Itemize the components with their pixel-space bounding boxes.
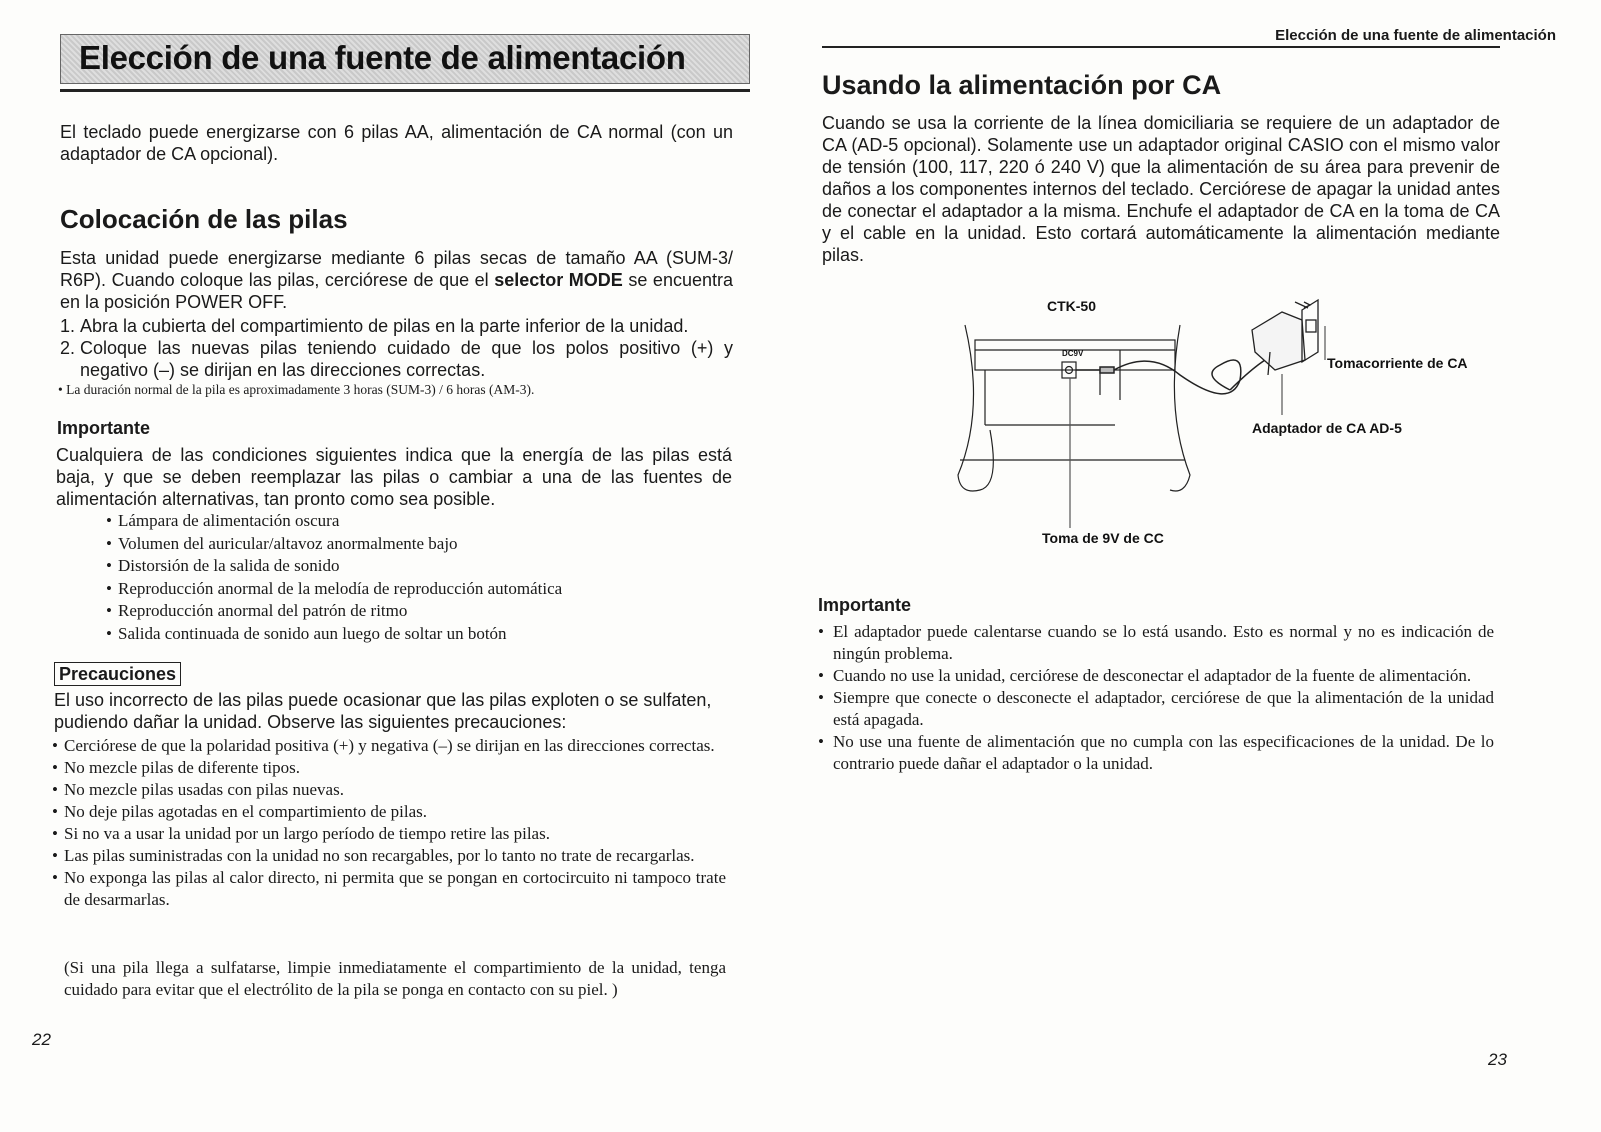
outlet-label: Tomacorriente de CA [1327,355,1468,371]
adapter-icon [1252,312,1305,375]
banner-rule [60,89,750,92]
batteries-paragraph-a: Esta unidad puede energizarse mediante 6 pilas secas de tamaño AA (SUM-3/ R6P). Cuando coloque las pilas, cerciórese de que el [60,248,733,290]
list-item: • Salida continuada de sonido aun luego de soltar un botón [106,623,726,646]
important-title-left: Importante [57,418,151,438]
banner [60,34,750,84]
step-item [60,337,733,381]
list-item: • Si no va a usar la unidad por un largo período de tiempo retire las pilas. [52,823,726,845]
list-item: • No use una fuente de alimentación que no cumpla con las especificaciones de la unidad. De lo contrario puede dañar el adaptador o la unidad. [818,731,1494,775]
list-item: • No exponga las pilas al calor directo, ni permita que se pongan en cortocircuito ni tampoco trate de desarmarlas. [52,867,726,911]
important-text: Cualquiera de las condiciones siguientes indica que la energía de las pilas está baja, y que se deben reemplazar las pilas o cambiar a una de las fuentes de alimentación alternativas, tan pronto como sea posible. [56,445,732,509]
header-rule [822,46,1500,48]
step-item [60,315,733,337]
list-item: • Cerciórese de que la polaridad positiva (+) y negativa (–) se dirijan en las direcciones correctas. [52,735,726,757]
banner-title: Elección de una fuente de alimentación [79,39,686,76]
list-item: • Reproducción anormal de la melodía de reproducción automática [106,578,726,601]
ac-paragraph: Cuando se usa la corriente de la línea domiciliaria se requiere de un adaptador de CA (AD-5 opcional). Solamente use un adaptador original CASIO con el mismo valor de tensión (100, 117, 220 ó 240 V) que la alimentación de su área para prevenir de daños a los componentes internos del teclado. Cerciórese de apagar la unidad antes de conectar el adaptador a la misma. Enchufe el adaptador de CA en la toma de CA y el cable en la unidad. Esto cortará automáticamente la alimentación mediante pilas. [822,113,1500,265]
precautions-badge: Precauciones [54,662,181,686]
precautions-list [52,735,726,911]
list-item: • Las pilas suministradas con la unidad no son recargables, por lo tanto no trate de recargarlas. [52,845,726,867]
steps-list [60,315,733,381]
precautions-text: El uso incorrecto de las pilas puede ocasionar que las pilas exploten o se sulfaten, pudiendo dañar la unidad. Observe las siguientes precauciones: [54,690,712,732]
cable-and-plug [1076,360,1265,394]
running-header: Elección de una fuente de alimentación [1275,27,1556,44]
model-label: CTK-50 [1047,298,1097,314]
important-list [106,510,726,645]
important-title-right: Importante [818,595,912,615]
precautions-note: (Si una pila llega a sulfatarse, limpie inmediatamente el compartimiento de la unidad, tenga cuidado para evitar que el electrólito de la pila se ponga en contacto con su piel. ) [64,958,726,999]
ac-connection-diagram [930,290,1490,560]
list-item: • No mezcle pilas usadas con pilas nuevas. [52,779,726,801]
list-item: • Lámpara de alimentación oscura [106,510,726,533]
batteries-paragraph [60,247,733,313]
left-page [0,0,800,1132]
mode-selector-label: selector MODE [494,270,623,290]
step-text: Coloque las nuevas pilas teniendo cuidado de que los polos positivo (+) y negativo (–) se dirijan en las direcciones correctas. [80,338,733,380]
page-number-left: 22 [32,1030,51,1049]
adapter-label: Adaptador de CA AD-5 [1252,420,1402,436]
duration-note: • La duración normal de la pila es aproximadamente 3 horas (SUM-3) / 6 horas (AM-3). [58,382,535,397]
list-item: • No deje pilas agotadas en el compartimiento de pilas. [52,801,726,823]
list-item: • Cuando no use la unidad, cerciórese de desconectar el adaptador de la fuente de alimentación. [818,665,1494,687]
section-title-batteries: Colocación de las pilas [60,204,348,234]
list-item: • Siempre que conecte o desconecte el adaptador, cerciórese de que la alimentación de la unidad está apagada. [818,687,1494,731]
step-text: Abra la cubierta del compartimiento de pilas en la parte inferior de la unidad. [80,316,689,336]
right-page [800,0,1601,1132]
step-number: 2. [60,338,76,358]
list-item: • Distorsión de la salida de sonido [106,555,726,578]
section-title-ac: Usando la alimentación por CA [822,70,1222,100]
dc-jack-label: Toma de 9V de CC [1042,530,1164,546]
list-item: • Volumen del auricular/altavoz anormalmente bajo [106,533,726,556]
batteries-paragraph-b: se encuentra en la posición POWER OFF. [60,270,733,312]
jack-label: DC9V [1062,349,1084,358]
intro-text: El teclado puede energizarse con 6 pilas AA, alimentación de CA normal (con un adaptador de CA opcional). [60,122,733,164]
important-list-right [818,621,1494,775]
list-item: • No mezcle pilas de diferente tipos. [52,757,726,779]
page-number-right: 23 [1488,1050,1507,1069]
list-item: • Reproducción anormal del patrón de ritmo [106,600,726,623]
step-number: 1. [60,316,76,336]
list-item: • El adaptador puede calentarse cuando se lo está usando. Esto es normal y no es indicación de ningún problema. [818,621,1494,665]
